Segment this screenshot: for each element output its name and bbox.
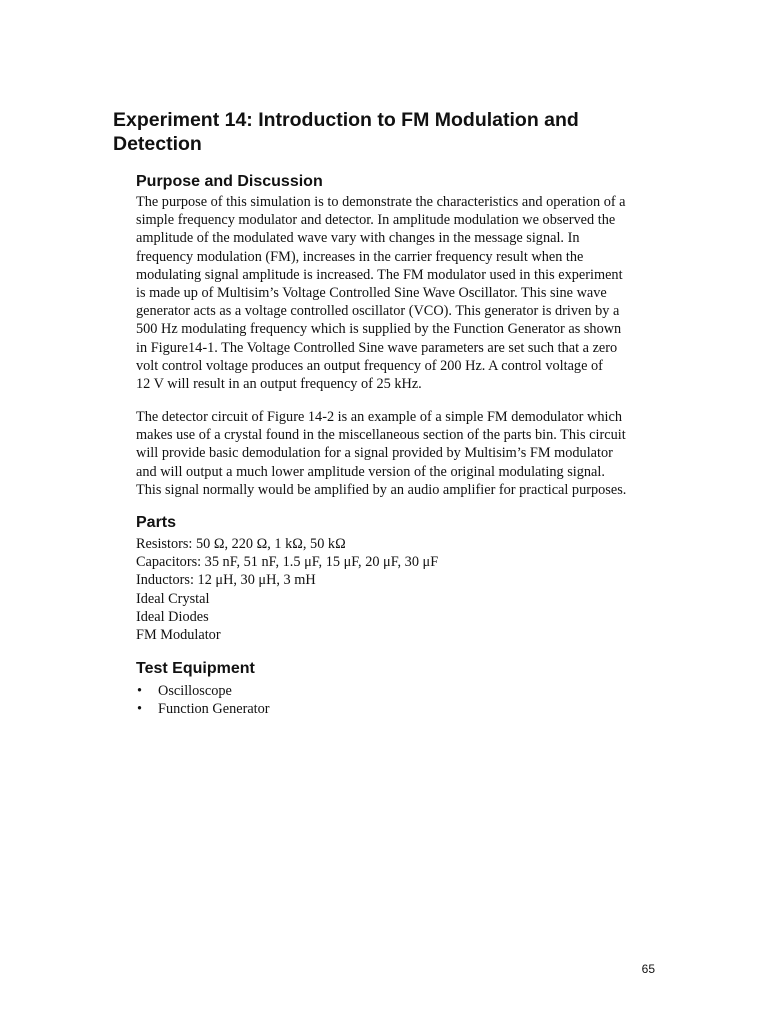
page-number: 65: [641, 962, 655, 976]
parts-line: Ideal Diodes: [136, 608, 209, 625]
text-line: This signal normally would be amplified by an audio amplifier for practical purposes.: [136, 481, 627, 498]
text-line: modulating signal amplitude is increased. The FM modulator used in this experiment: [136, 266, 623, 283]
parts-line: Resistors: 50 Ω, 220 Ω, 1 kΩ, 50 kΩ: [136, 536, 346, 552]
bullet-icon: •: [137, 683, 143, 699]
text-line: 12 V will result in an output frequency of 25 kHz.: [136, 376, 422, 393]
text-line: The purpose of this simulation is to demonstrate the characteristics and operation of a: [136, 194, 626, 210]
text-line: simple frequency modulator and detector. In amplitude modulation we observed the: [136, 212, 616, 229]
text-line: and will output a much lower amplitude version of the original modulating signal.: [136, 463, 605, 480]
text-line: The detector circuit of Figure 14-2 is an example of a simple FM demodulator which: [136, 409, 622, 425]
list-item-label: Oscilloscope: [158, 683, 232, 699]
test-equipment-heading: Test Equipment: [136, 660, 255, 677]
purpose-heading: Purpose and Discussion: [136, 173, 323, 190]
text-line: is made up of Multisim’s Voltage Controlled Sine Wave Oscillator. This sine wave: [136, 285, 607, 302]
text-line: will provide basic demodulation for a signal provided by Multisim’s FM modulator: [136, 445, 613, 462]
title-line-1: Experiment 14: Introduction to FM Modulation and: [113, 109, 579, 131]
list-item: [136, 700, 270, 718]
text-line: in Figure14-1. The Voltage Controlled Sine wave parameters are set such that a zero: [136, 339, 618, 356]
purpose-paragraph-1: [136, 193, 656, 393]
text-line: generator acts as a voltage controlled oscillator (VCO). This generator is driven by a: [136, 303, 620, 320]
parts-line: Capacitors: 35 nF, 51 nF, 1.5 μF, 15 μF, 20 μF, 30 μF: [136, 554, 439, 571]
list-item: [136, 682, 270, 700]
text-line: 500 Hz modulating frequency which is supplied by the Function Generator as shown: [136, 321, 622, 338]
purpose-paragraph-2: [136, 408, 656, 499]
parts-line: Inductors: 12 μH, 30 μH, 3 mH: [136, 572, 316, 589]
parts-line: FM Modulator: [136, 627, 221, 644]
title-line-2: Detection: [113, 133, 202, 155]
test-equipment-list: [136, 682, 270, 718]
parts-heading: Parts: [136, 514, 177, 531]
bullet-icon: •: [137, 701, 143, 717]
list-item-label: Function Generator: [158, 701, 270, 717]
parts-list: [136, 535, 656, 644]
page-title: [113, 108, 673, 156]
text-line: makes use of a crystal found in the miscellaneous section of the parts bin. This circuit: [136, 427, 626, 444]
text-line: amplitude of the modulated wave vary with changes in the message signal. In: [136, 230, 580, 247]
text-line: frequency modulation (FM), increases in the carrier frequency result when the: [136, 248, 584, 265]
text-line: volt control voltage produces an output frequency of 200 Hz. A control voltage of: [136, 357, 603, 374]
parts-line: Ideal Crystal: [136, 590, 210, 607]
